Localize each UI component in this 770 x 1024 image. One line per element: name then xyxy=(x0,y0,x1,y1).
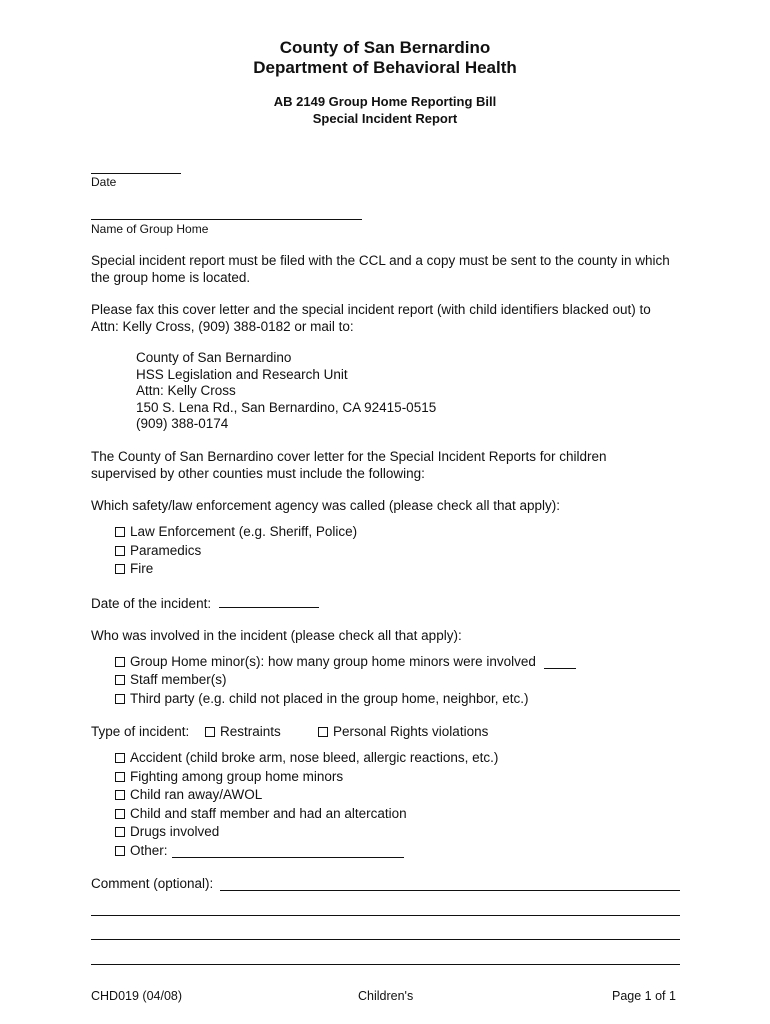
incident-type-restraints xyxy=(205,724,281,741)
incident-date-field[interactable] xyxy=(219,595,319,608)
other-description-field[interactable] xyxy=(172,845,404,858)
awol-checkbox[interactable] xyxy=(115,790,125,800)
fighting-checkbox[interactable] xyxy=(115,772,125,782)
incident-date-label: Date of the incident: xyxy=(91,596,212,611)
comment-line[interactable] xyxy=(91,964,680,965)
department-name: Department of Behavioral Health xyxy=(253,58,517,77)
agency-question: Which safety/law enforcement agency was called (please check all that apply): xyxy=(91,498,560,513)
form-subtitle: Special Incident Report xyxy=(312,111,458,126)
incident-type-altercation xyxy=(115,806,407,823)
incident-type-personal-rights xyxy=(318,724,488,741)
option-label: Paramedics xyxy=(130,543,202,558)
third-party-checkbox[interactable] xyxy=(115,694,125,704)
altercation-checkbox[interactable] xyxy=(115,809,125,819)
option-label: Group Home minor(s): how many group home minors were involved xyxy=(130,654,536,669)
option-label: Fire xyxy=(130,561,154,576)
option-label: Law Enforcement (e.g. Sheriff, Police) xyxy=(130,524,358,539)
minors-count-field[interactable] xyxy=(544,656,576,669)
comment-line[interactable] xyxy=(91,939,680,940)
form-code: CHD019 (04/08) xyxy=(91,989,183,1003)
accident-checkbox[interactable] xyxy=(115,753,125,763)
restraints-checkbox[interactable] xyxy=(205,727,215,737)
incident-type-awol xyxy=(115,787,262,804)
address-line: HSS Legislation and Research Unit xyxy=(136,366,348,382)
option-label: Drugs involved xyxy=(130,824,220,839)
law-enforcement-checkbox[interactable] xyxy=(115,527,125,537)
agency-option-paramedics xyxy=(115,543,201,560)
fax-instructions: Please fax this cover letter and the special incident report (with child identifiers blacked out) to Attn: Kelly Cross, (909) 388-0182 or mail to: xyxy=(91,302,651,334)
involved-option-third-party xyxy=(115,691,528,708)
form-title: AB 2149 Group Home Reporting Bill xyxy=(273,94,497,109)
incident-type-other xyxy=(115,843,404,860)
incident-type-fighting xyxy=(115,769,343,786)
incident-type-drugs xyxy=(115,824,219,841)
org-name: County of San Bernardino xyxy=(279,38,491,57)
personal-rights-checkbox[interactable] xyxy=(318,727,328,737)
incident-type-accident xyxy=(115,750,498,767)
option-label: Other: xyxy=(130,843,168,858)
option-label: Personal Rights violations xyxy=(333,724,489,739)
agency-option-law-enforcement xyxy=(115,524,357,541)
group-home-name-field[interactable] xyxy=(91,219,362,220)
date-label: Date xyxy=(91,175,117,189)
address-line: (909) 388-0174 xyxy=(136,416,229,431)
involved-question: Who was involved in the incident (please check all that apply): xyxy=(91,628,462,643)
agency-option-fire xyxy=(115,561,153,578)
address-line: County of San Bernardino xyxy=(136,350,292,365)
option-label: Accident (child broke arm, nose bleed, allergic reactions, etc.) xyxy=(130,750,499,765)
comment-line[interactable] xyxy=(91,915,680,916)
option-label: Child and staff member and had an altercation xyxy=(130,806,407,821)
comment-field[interactable] xyxy=(220,890,680,891)
option-label: Child ran away/AWOL xyxy=(130,787,263,802)
option-label: Third party (e.g. child not placed in the group home, neighbor, etc.) xyxy=(130,691,529,706)
option-label: Restraints xyxy=(220,724,281,739)
mailing-address xyxy=(136,350,436,433)
filing-instructions: Special incident report must be filed with the CCL and a copy must be sent to the county in which the group home is located. xyxy=(91,253,670,285)
other-checkbox[interactable] xyxy=(115,846,125,856)
staff-checkbox[interactable] xyxy=(115,675,125,685)
incident-type-label: Type of incident: xyxy=(91,724,190,739)
fire-checkbox[interactable] xyxy=(115,564,125,574)
footer-department: Children's xyxy=(358,989,414,1003)
group-home-label: Name of Group Home xyxy=(91,222,209,236)
paramedics-checkbox[interactable] xyxy=(115,546,125,556)
minors-checkbox[interactable] xyxy=(115,657,125,667)
option-label: Staff member(s) xyxy=(130,672,227,687)
involved-option-minors xyxy=(115,654,576,671)
address-line: 150 S. Lena Rd., San Bernardino, CA 92415-0515 xyxy=(136,399,437,415)
comment-label: Comment (optional): xyxy=(91,876,214,891)
involved-option-staff xyxy=(115,672,227,689)
incident-date-row xyxy=(91,595,319,613)
cover-letter-requirements: The County of San Bernardino cover letter for the Special Incident Reports for children supervised by other counties must include the following: xyxy=(91,449,607,481)
page-number: Page 1 of 1 xyxy=(612,989,676,1003)
drugs-checkbox[interactable] xyxy=(115,827,125,837)
address-line: Attn: Kelly Cross xyxy=(136,383,236,398)
option-label: Fighting among group home minors xyxy=(130,769,344,784)
date-field[interactable] xyxy=(91,173,181,174)
